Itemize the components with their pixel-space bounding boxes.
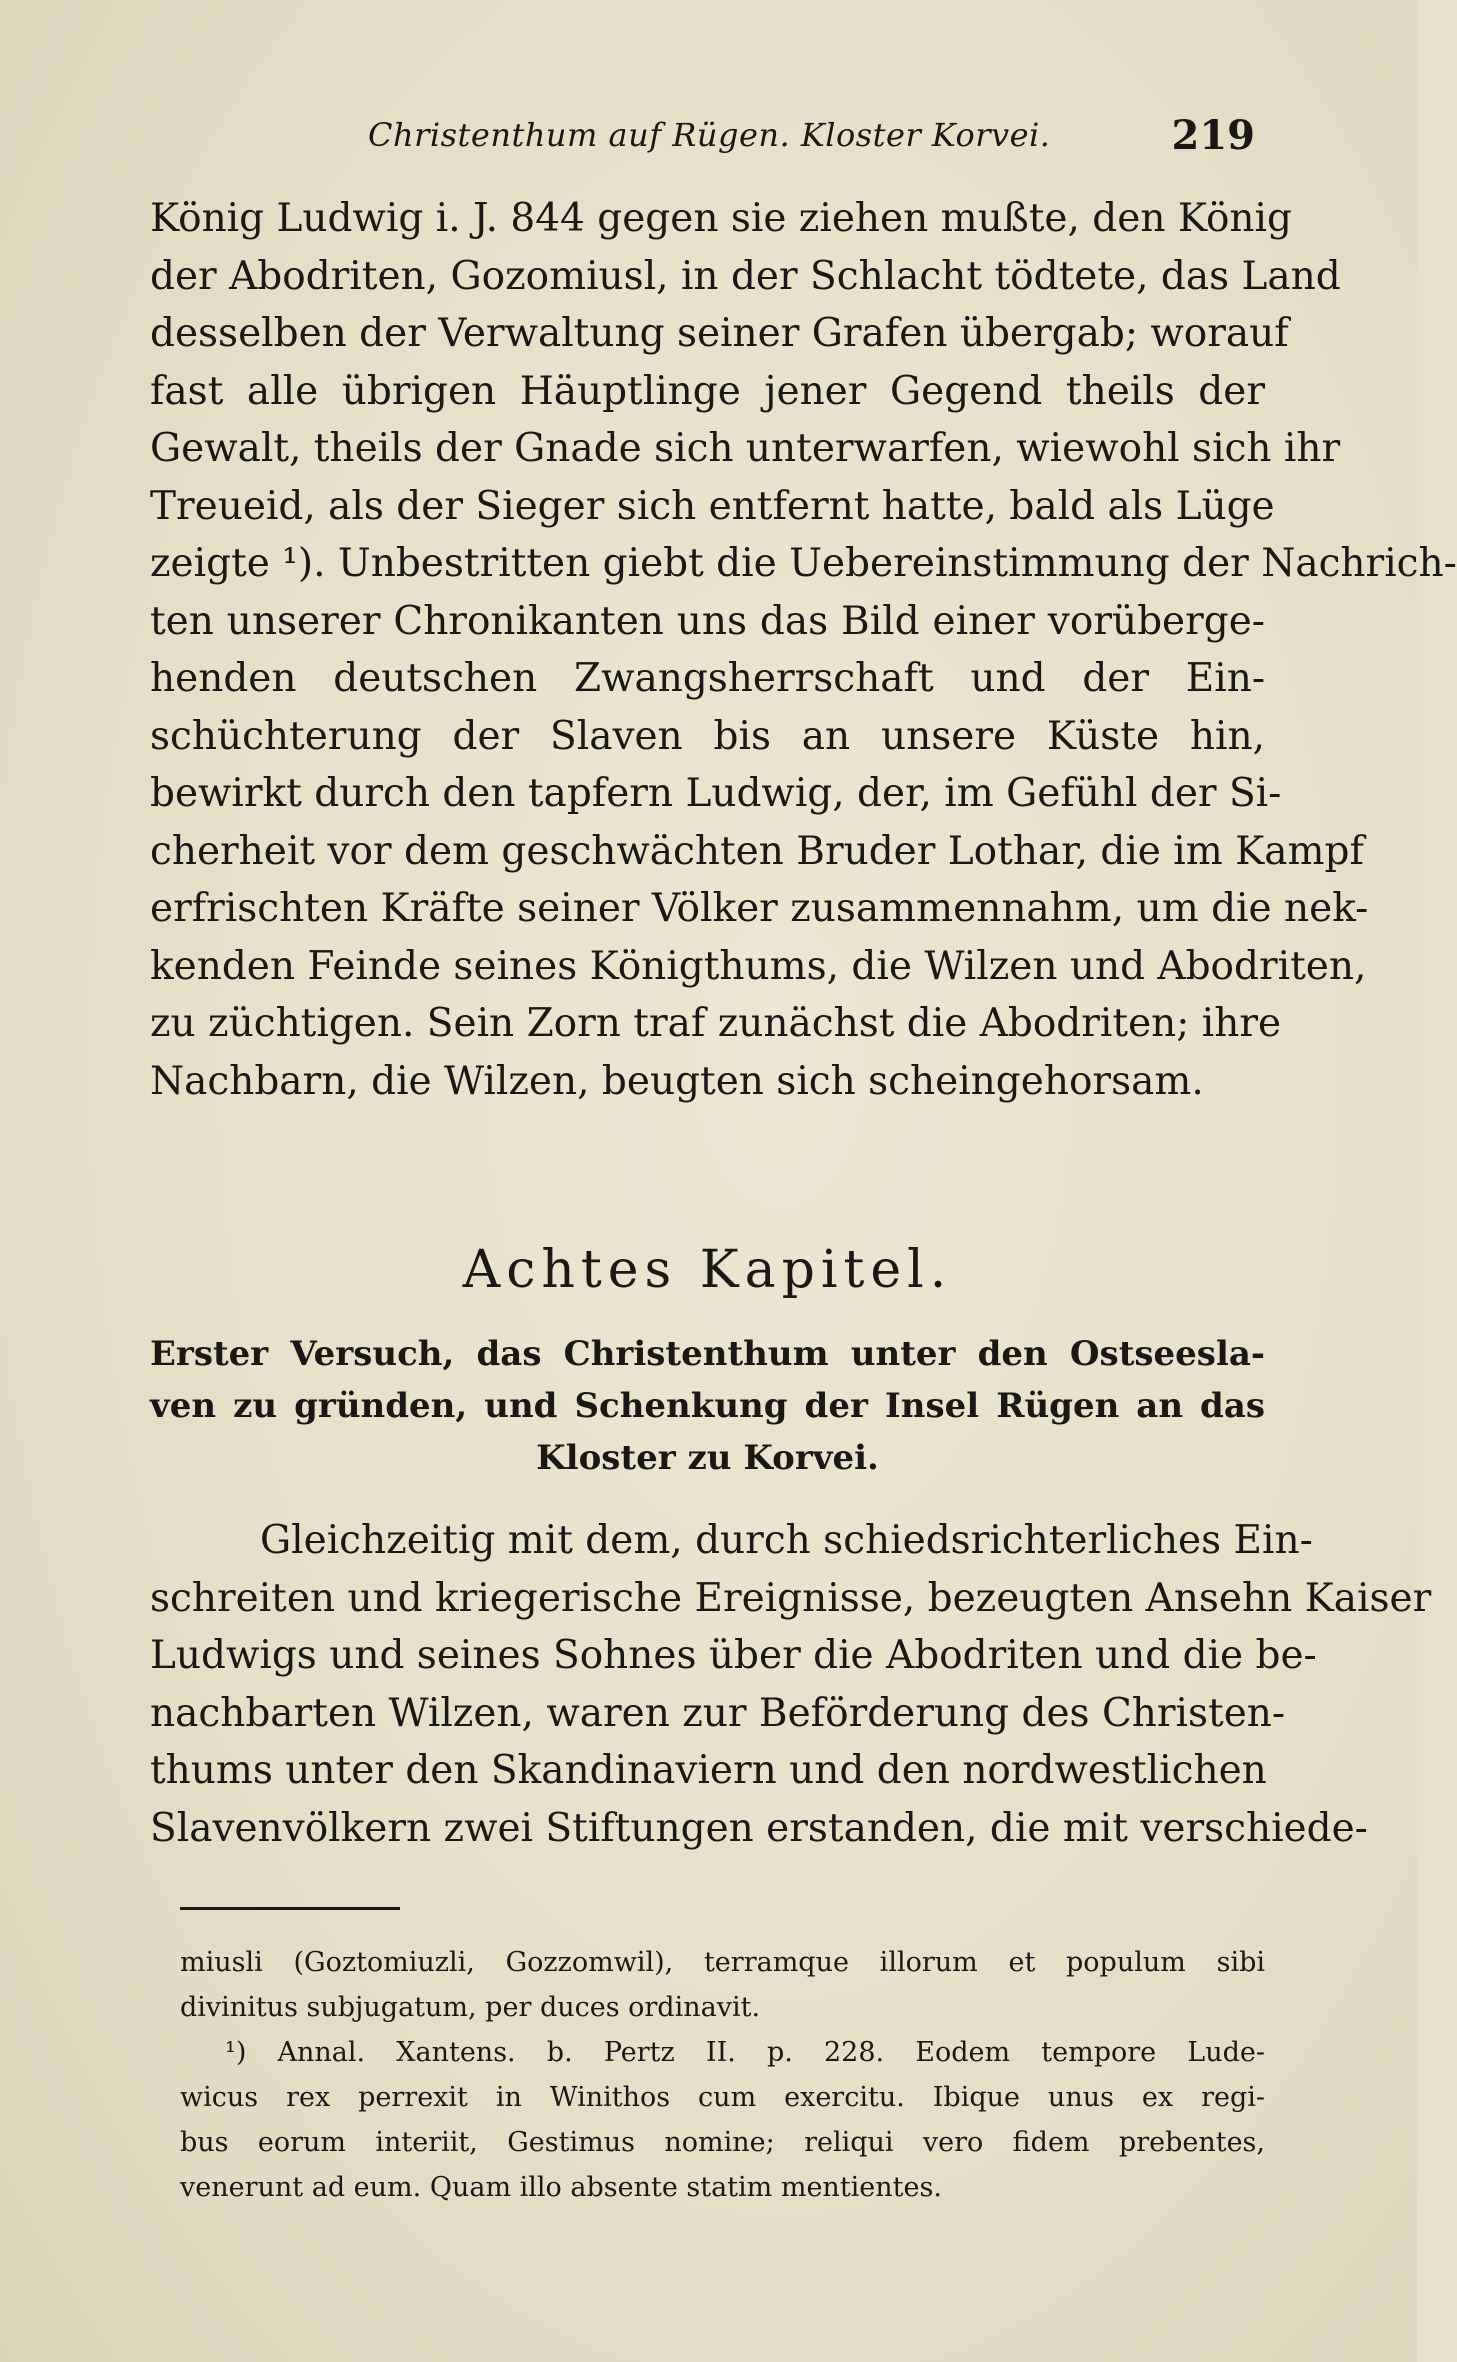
footnote-line: miusli (Goztomiuzli, Gozzomwil), terramque illorum et populum sibi — [180, 1947, 1265, 1978]
subtitle-line: Kloster zu Korvei. — [536, 1438, 879, 1478]
text-line: bewirkt durch den tapfern Ludwig, der, im Gefühl der Si- — [150, 771, 1282, 816]
text-line: kenden Feinde seines Königthums, die Wilzen und Abodriten, — [150, 943, 1367, 989]
page-header — [300, 112, 1265, 172]
footnote-line: divinitus subjugatum, per duces ordinavit. — [180, 1992, 761, 2023]
text-line: Nachbarn, die Wilzen, beugten sich scheingehorsam. — [150, 1058, 1204, 1104]
text-line: erfrischten Kräfte seiner Völker zusammennahm, um die nek- — [150, 886, 1369, 931]
footnote-line: wicus rex perrexit in Winithos cum exercitu. Ibique unus ex regi- — [180, 2082, 1265, 2113]
subtitle-line: Erster Versuch, das Christenthum unter den Ostseesla- — [150, 1334, 1265, 1374]
text-line: thums unter den Skandinaviern und den nordwestlichen — [150, 1748, 1267, 1793]
text-line: fast alle übrigen Häuptlinge jener Gegend theils der — [150, 368, 1265, 414]
text-line: cherheit vor dem geschwächten Bruder Lothar, die im Kampf — [150, 828, 1364, 874]
text-line: der Abodriten, Gozomiusl, in der Schlacht tödtete, das Land — [150, 253, 1341, 299]
text-line: ten unserer Chronikanten uns das Bild einer vorüberge- — [150, 598, 1265, 644]
text-line: Slavenvölkern zwei Stiftungen erstanden, die mit verschiede- — [150, 1805, 1368, 1851]
text-line: Treueid, als der Sieger sich entfernt hatte, bald als Lüge — [150, 483, 1275, 529]
text-line: Gewalt, theils der Gnade sich unterwarfen, wiewohl sich ihr — [150, 426, 1341, 471]
body-paragraph — [150, 190, 1457, 1110]
page-number: 219 — [1171, 112, 1255, 159]
text-line: schüchterung der Slaven bis an unsere Küste hin, — [150, 713, 1265, 759]
chapter-heading: Achtes Kapitel. — [462, 1240, 953, 1300]
text-line: schreiten und kriegerische Ereignisse, bezeugten Ansehn Kaiser — [150, 1575, 1432, 1621]
text-line: zu züchtigen. Sein Zorn traf zunächst die Abodriten; ihre — [150, 1001, 1282, 1046]
text-line: König Ludwig i. J. 844 gegen sie ziehen mußte, den König — [150, 196, 1292, 241]
text-line: henden deutschen Zwangsherrschaft und der Ein- — [150, 656, 1265, 701]
footnote-divider — [180, 1907, 400, 1910]
text-line: zeigte ¹). Unbestritten giebt die Uebereinstimmung der Nachrich- — [150, 541, 1457, 586]
footnotes — [180, 1940, 1265, 2210]
chapter-subtitle — [150, 1328, 1265, 1484]
footnote-line: bus eorum interiit, Gestimus nomine; reliqui vero fidem prebentes, — [180, 2127, 1265, 2158]
chapter-paragraph — [150, 1512, 1432, 1857]
subtitle-line: ven zu gründen, und Schenkung der Insel Rügen an das — [150, 1386, 1265, 1426]
footnote-line: venerunt ad eum. Quam illo absente statim mentientes. — [180, 2172, 942, 2203]
text-line: Ludwigs und seines Sohnes über die Abodriten und die be- — [150, 1633, 1317, 1678]
text-line: Gleichzeitig mit dem, durch schiedsrichterliches Ein- — [260, 1518, 1313, 1563]
text-line: nachbarten Wilzen, waren zur Beförderung des Christen- — [150, 1690, 1286, 1736]
running-head: Christenthum auf Rügen. Kloster Korvei. — [368, 116, 1051, 154]
text-line: desselben der Verwaltung seiner Grafen übergab; worauf — [150, 311, 1289, 356]
footnote-line: ¹) Annal. Xantens. b. Pertz II. p. 228. Eodem tempore Lude- — [225, 2037, 1265, 2068]
